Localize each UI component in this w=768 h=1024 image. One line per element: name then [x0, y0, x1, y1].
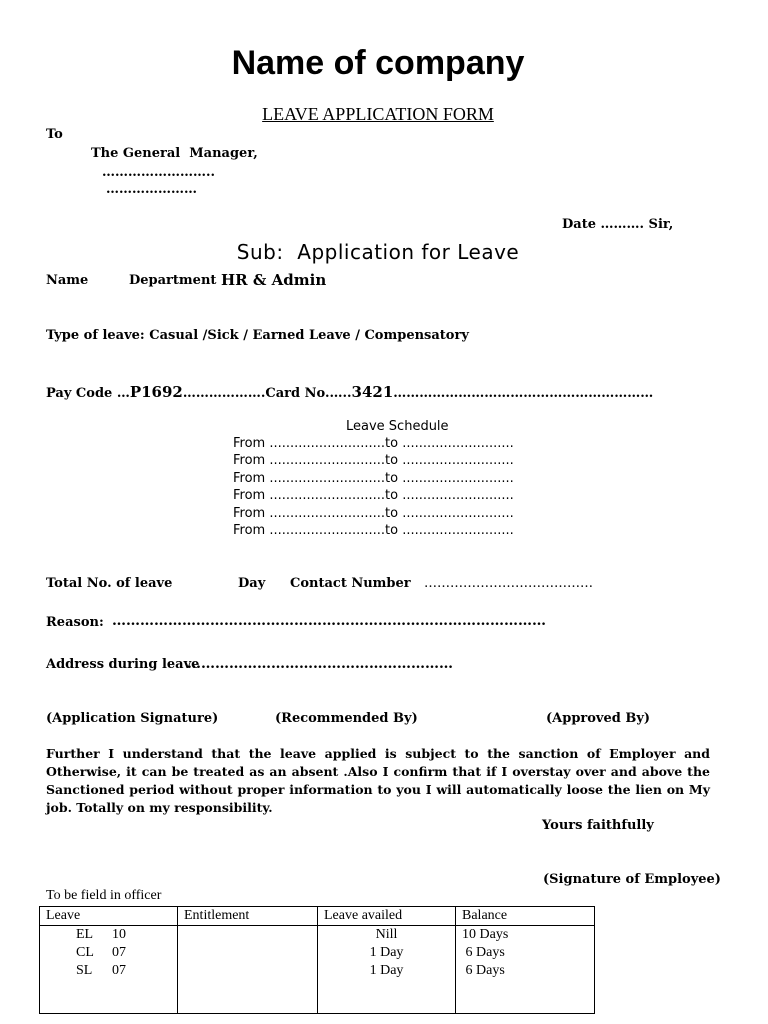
contact-label: Contact Number	[290, 576, 411, 591]
table-header-row	[40, 907, 595, 926]
balance-value: 6 Days	[462, 963, 505, 978]
card-value: 3421	[351, 383, 394, 401]
leave-schedule-title: Leave Schedule	[346, 419, 449, 434]
yours-faithfully: Yours faithfully	[542, 818, 654, 833]
leave-type-cell	[40, 926, 178, 1014]
leave-days: 10	[112, 927, 126, 942]
recipient: The General Manager,	[91, 146, 258, 161]
leave-balance-table	[39, 906, 595, 1014]
entitlement-cell	[178, 926, 318, 1014]
reason-dots: …………………………………………………………………………………	[112, 613, 546, 629]
pay-code-value: P1692	[129, 383, 183, 401]
day-label: Day	[238, 576, 266, 591]
schedule-row: From ............................to ...........................	[233, 471, 514, 486]
officer-note: To be field in officer	[46, 888, 162, 903]
balance-value: 6 Days	[462, 945, 505, 960]
form-title: LEAVE APPLICATION FORM	[262, 104, 494, 124]
availed-value: 1 Day	[369, 963, 404, 978]
applicant-signature: (Application Signature)	[46, 711, 219, 726]
header-leave: Leave	[40, 907, 178, 926]
department-value: HR & Admin	[221, 271, 327, 289]
approved-by: (Approved By)	[546, 711, 651, 726]
leave-type: EL	[76, 927, 94, 942]
schedule-row: From ............................to ...........................	[233, 523, 514, 538]
card-trail: ……………………………………………………	[393, 386, 654, 401]
leave-days: 07	[112, 945, 126, 960]
availed-value: 1 Day	[369, 945, 404, 960]
total-leave-label: Total No. of leave	[46, 576, 173, 591]
header-balance: Balance	[456, 907, 595, 926]
availed-value: Nill	[375, 927, 398, 942]
pay-code-line	[46, 383, 653, 401]
balance-value: 10 Days	[462, 927, 509, 942]
card-label: ……………….Card No.…..	[182, 386, 352, 401]
declaration-paragraph: Further I understand that the leave applied is subject to the sanction of Employer and Otherwise, it can be treated as an absent .Also I confirm that if I overstay over and above the Sanctioned period without proper information to you I will automatically loose the lien on My job. Totally on my responsibility.	[46, 746, 710, 815]
type-of-leave: Type of leave: Casual /Sick / Earned Leave / Compensatory	[46, 328, 469, 343]
leave-availed-cell	[318, 926, 456, 1014]
subject-line: Sub: Application for Leave	[236, 240, 520, 264]
schedule-row: From ............................to ...........................	[233, 453, 514, 468]
name-label: Name	[46, 273, 89, 288]
schedule-row: From ............................to ...........................	[233, 436, 514, 451]
balance-cell	[456, 926, 595, 1014]
schedule-row: From ............................to ...........................	[233, 488, 514, 503]
leave-type: CL	[76, 945, 94, 960]
employee-signature: (Signature of Employee)	[543, 872, 721, 887]
address-line-2: …………………	[106, 182, 197, 197]
reason-label: Reason:	[46, 615, 104, 630]
address-during-leave-label: Address during leave	[46, 657, 200, 672]
recommended-by: (Recommended By)	[275, 711, 418, 726]
header-leave-availed: Leave availed	[318, 907, 456, 926]
pay-code-label: Pay Code …	[46, 386, 130, 401]
company-name: Name of company	[231, 44, 525, 82]
date-line: Date ………. Sir,	[562, 217, 674, 232]
address-line-1: ……………………..	[102, 165, 216, 180]
schedule-row: From ............................to ...........................	[233, 506, 514, 521]
header-entitlement: Entitlement	[178, 907, 318, 926]
table-row	[40, 926, 595, 1014]
leave-type: SL	[76, 963, 93, 978]
leave-days: 07	[112, 963, 126, 978]
department-label: Department	[129, 273, 217, 288]
contact-dots: …………………………………	[424, 576, 593, 591]
to-label: To	[46, 127, 63, 142]
address-dots: …………………………………………………	[187, 656, 453, 672]
